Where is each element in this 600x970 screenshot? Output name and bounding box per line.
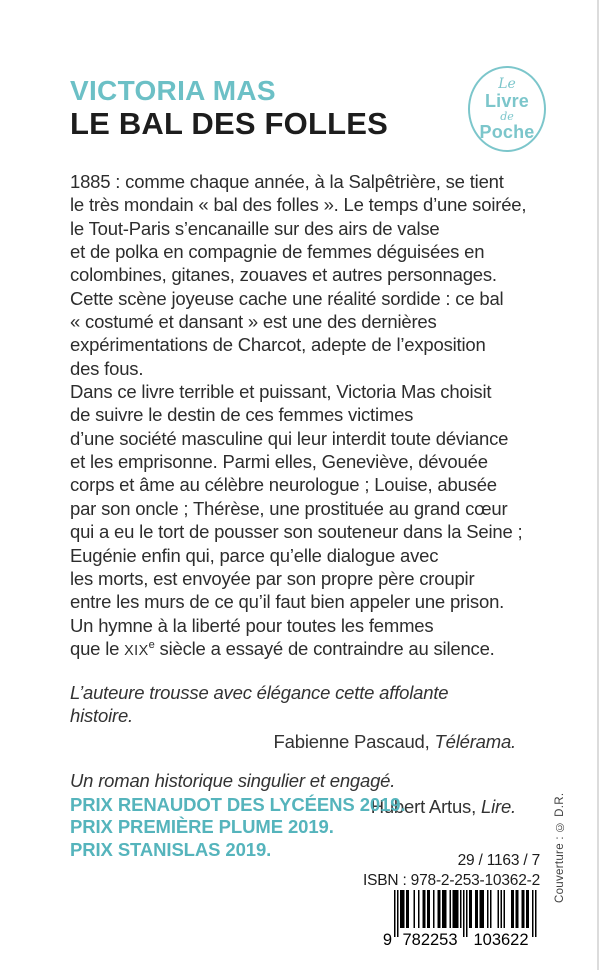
- synopsis-line: et les emprisonne. Parmi elles, Geneviève, dévouée: [70, 451, 488, 473]
- synopsis-line: le Tout-Paris s’encanaille sur des airs de valse: [70, 217, 440, 239]
- synopsis: [70, 170, 526, 663]
- synopsis-line: par son oncle ; Thérèse, une prostituée au grand cœur: [70, 497, 508, 519]
- author-name: VICTORIA MAS: [70, 75, 276, 106]
- review-quote: Un roman historique singulier et engagé.: [70, 770, 396, 791]
- book-title: LE BAL DES FOLLES: [70, 106, 389, 142]
- logo-le: Le: [498, 76, 516, 92]
- barcode-bars: [394, 890, 537, 937]
- review-source: Télérama.: [434, 731, 516, 752]
- synopsis-line: Dans ce livre terrible et puissant, Victoria Mas choisit: [70, 381, 492, 403]
- synopsis-line: « costumé et dansant » est une des dernières: [70, 311, 437, 333]
- review-source: Lire.: [481, 796, 516, 817]
- barcode-digits-group2: 103622: [473, 931, 529, 948]
- review-critic: Hubert Artus,: [370, 796, 481, 817]
- synopsis-line: que le XIXe siècle a essayé de contraindre au silence.: [70, 637, 495, 659]
- synopsis-line: les morts, est envoyée par son propre père croupir: [70, 567, 475, 589]
- century-ordinal: e: [148, 638, 155, 651]
- print-info: [363, 851, 540, 891]
- review: [70, 681, 516, 753]
- barcode-digits-group1: 782253: [402, 931, 458, 948]
- synopsis-line: 1885 : comme chaque année, à la Salpêtrière, se tient: [70, 171, 504, 192]
- synopsis-line: corps et âme au célèbre neurologue ; Louise, abusée: [70, 474, 497, 496]
- awards-list: [70, 794, 405, 861]
- logo-poche: Poche: [479, 122, 535, 142]
- review-critic: Fabienne Pascaud,: [273, 731, 435, 752]
- synopsis-line: Un hymne à la liberté pour toutes les femmes: [70, 614, 434, 636]
- edition-code: 29 / 1163 / 7: [457, 852, 540, 869]
- barcode: [380, 890, 540, 948]
- publisher-logo: [468, 66, 546, 152]
- header: [70, 76, 388, 141]
- century-smallcaps: XIX: [124, 642, 149, 659]
- page-edge-line: [597, 0, 599, 970]
- isbn: ISBN : 978-2-253-10362-2: [362, 872, 540, 889]
- synopsis-line: expérimentations de Charcot, adepte de l’exposition: [70, 334, 486, 356]
- review-attribution: [70, 731, 516, 753]
- cover-credit: Couverture : © D.R.: [554, 792, 566, 904]
- barcode-svg: [380, 890, 540, 948]
- review-quote: L’auteure trousse avec élégance cette affolante histoire.: [70, 682, 449, 726]
- synopsis-line: entre les murs de ce qu’il faut bien appeler une prison.: [70, 591, 505, 613]
- award-line: PRIX STANISLAS 2019.: [70, 838, 272, 860]
- synopsis-line: et de polka en compagnie de femmes déguisées en: [70, 241, 485, 263]
- synopsis-line: qui a eu le tort de pousser son souteneur dans la Seine ;: [70, 521, 523, 543]
- synopsis-line: colombines, gitanes, zouaves et autres personnages.: [70, 264, 497, 286]
- barcode-digit-left: 9: [382, 931, 392, 948]
- logo-livre: Livre: [484, 91, 530, 111]
- award-line: PRIX RENAUDOT DES LYCÉENS 2019.: [70, 794, 406, 815]
- synopsis-line: Cette scène joyeuse cache une réalité sordide : ce bal: [70, 287, 504, 309]
- synopsis-line: d’une société masculine qui leur interdit toute déviance: [70, 427, 509, 449]
- synopsis-line: de suivre le destin de ces femmes victimes: [70, 404, 414, 426]
- logo-de: de: [500, 110, 514, 123]
- synopsis-line: le très mondain « bal des folles ». Le temps d’une soirée,: [70, 194, 527, 216]
- synopsis-line: Eugénie enfin qui, parce qu’elle dialogue avec: [70, 544, 439, 566]
- award-line: PRIX PREMIÈRE PLUME 2019.: [70, 816, 334, 838]
- synopsis-line: des fous.: [70, 357, 144, 379]
